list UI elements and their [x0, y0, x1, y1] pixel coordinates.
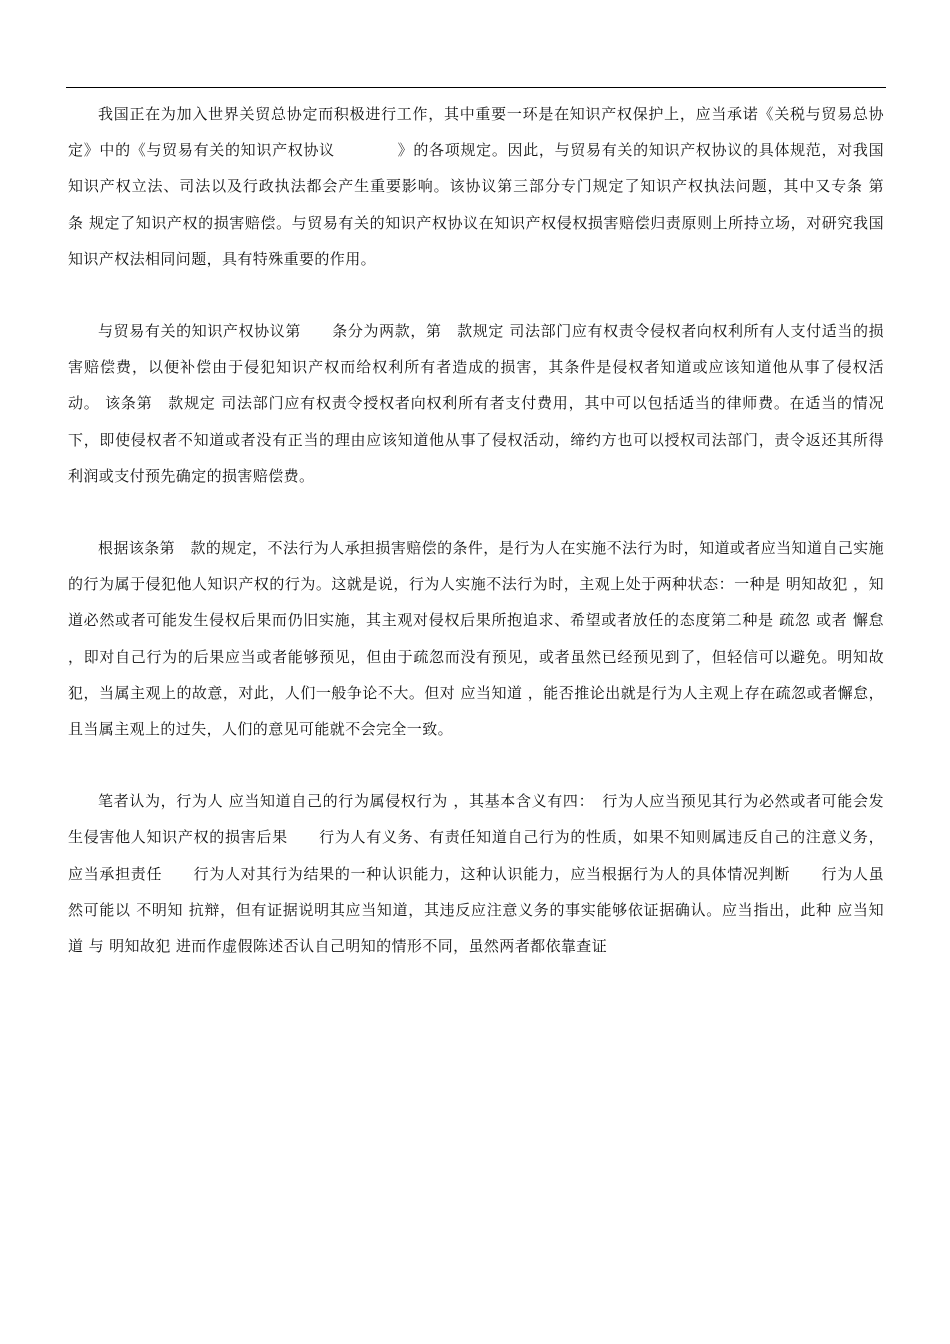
paragraph-1: 我国正在为加入世界关贸总协定而积极进行工作，其中重要一环是在知识产权保护上，应当承诺《关税与贸易总协定》中的《与贸易有关的知识产权协议 》的各项规定。因此，与贸易有关的知识产权协议的具体规范，对我国知识产权立法、司法以及行政执法都会产生重要影响。该协议第三部分专门规定了知识产权执法问题，其中又专条 第 条 规定了知识产权的损害赔偿。与贸易有关的知识产权协议在知识产权侵权损害赔偿归责原则上所持立场，对研究我国知识产权法相同问题，具有特殊重要的作用。: [68, 105, 915, 268]
document-body: [68, 96, 915, 1000]
paragraph-2: 与贸易有关的知识产权协议第 条分为两款，第 款规定 司法部门应有权责令侵权者向权利所有人支付适当的损害赔偿费，以便补偿由于侵犯知识产权而给权利所有者造成的损害，其条件是侵权者知道或应该知道他从事了侵权活动。 该条第 款规定 司法部门应有权责令授权者向权利所有者支付费用，其中可以包括适当的律师费。在适当的情况下，即使侵权者不知道或者没有正当的理由应该知道他从事了侵权活动，缔约方也可以授权司法部门，责令返还其所得利润或支付预先确定的损害赔偿费。: [68, 322, 884, 485]
paragraph-4: 笔者认为，行为人 应当知道自己的行为属侵权行为 ，其基本含义有四： 行为人应当预见其行为必然或者可能会发生侵害他人知识产权的损害后果 行为人有义务、有责任知道自己行为的性质，如果不知则属违反自己的注意义务，应当承担责任 行为人对其行为结果的一种认识能力，这种认识能力，应当根据行为人的具体情况判断 行为人虽然可能以 不明知 抗辩，但有证据说明其应当知道，其违反应注意义务的事实能够依证据确认。应当指出，此种 应当知道 与 明知故犯 进而作虚假陈述否认自己明知的情形不同，虽然两者都依靠查证: [68, 792, 884, 956]
paragraph-3: 根据该条第 款的规定，不法行为人承担损害赔偿的条件，是行为人在实施不法行为时，知道或者应当知道自己实施的行为属于侵犯他人知识产权的行为。这就是说，行为人实施不法行为时，主观上处于两种状态：一种是 明知故犯 ，知道必然或者可能发生侵权后果而仍旧实施，其主观对侵权后果所抱追求、希望或者放任的态度第二种是 疏忽 或者 懈怠 ，即对自己行为的后果应当或者能够预见，但由于疏忽而没有预见，或者虽然已经预见到了，但轻信可以避免。明知故犯，当属主观上的故意，对此，人们一般争论不大。但对 应当知道 ，能否推论出就是行为人主观上存在疏忽或者懈怠，且当属主观上的过失，人们的意见可能就不会完全一致。: [68, 539, 884, 739]
header-rule: [66, 87, 886, 88]
